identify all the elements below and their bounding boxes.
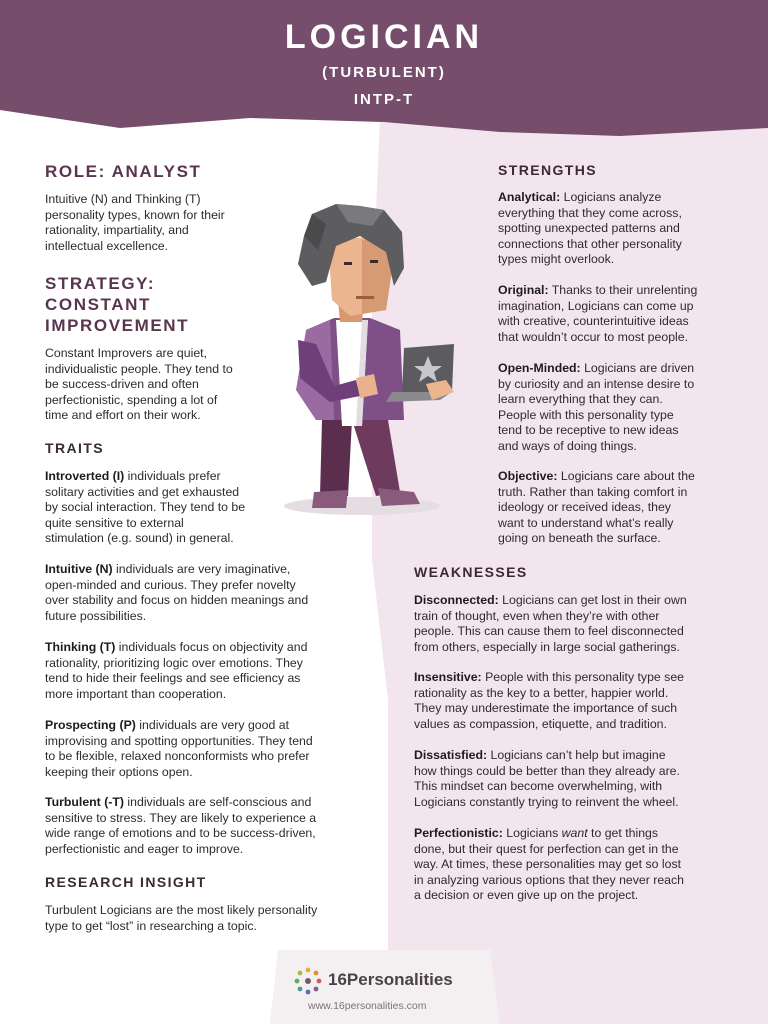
- strength-objective: Objective: Logicians care about the truth. Rather than taking comfort in ideology or received ideas, they want to understand what’s really going on beneath the surface.: [498, 469, 695, 546]
- brand-name: 16Personalities: [328, 970, 453, 989]
- brand-url[interactable]: www.16personalities.com: [308, 1000, 427, 1012]
- page-title: LOGICIAN: [284, 18, 484, 56]
- research-insight-text: Turbulent Logicians are the most likely personality type to get “lost” in researching a topic.: [45, 903, 318, 933]
- personality-code: INTP-T: [353, 91, 415, 108]
- strength-original: Original: Thanks to their unrelenting imagination, Logicians can come up with creative, counterintuitive ideas that wouldn’t occur to most people.: [498, 283, 698, 344]
- trait-prospecting: Prospecting (P) individuals are very good at improvising and spotting opportunities. They tend to be flexible, relaxed nonconformists who prefer keeping their options open.: [45, 718, 313, 779]
- weakness-dissatisfied: Dissatisfied: Logicians can’t help but imagine how things could be better than they already are. This mindset can become overwhelming, with Logicians constantly trying to reinvent the wheel.: [414, 748, 680, 809]
- role-heading: ROLE: ANALYST: [45, 162, 202, 181]
- strategy-heading: STRATEGY: CONSTANT IMPROVEMENT: [45, 274, 190, 335]
- trait-introverted: Introverted (I) individuals prefer solitary activities and get exhausted by social interaction. They tend to be quite sensitive to external stimulation (e.g. sound) in general.: [45, 469, 246, 546]
- weakness-insensitive: Insensitive: People with this personality type see rationality as the key to a better, happier world. They may underestimate the importance of such values as compassion, etiquette, and tradition.: [414, 670, 685, 731]
- weakness-disconnected: Disconnected: Logicians can get lost in their own train of thought, even when they’re with other people. This can cause them to feel disconnected from others, especially in large social gatherings.: [414, 593, 687, 654]
- strategy-text: Constant Improvers are quiet, individualistic people. They tend to be success-driven and often perfectionistic, spending a lot of time and effort on their work.: [45, 346, 233, 423]
- strengths-heading: STRENGTHS: [498, 162, 597, 178]
- brand-logo-icon: [290, 966, 326, 996]
- trait-intuitive: Intuitive (N) individuals are very imaginative, open-minded and curious. They prefer novelty over stability and focus on hidden meanings and future possibilities.: [45, 562, 309, 623]
- weaknesses-heading: WEAKNESSES: [414, 564, 528, 580]
- weakness-perfectionistic: Perfectionistic: Logicians want to get things done, but their quest for perfection can get in the way. At times, these personalities may get so lost in analyzing various options that they never reach a decision or even give up on the project.: [414, 826, 685, 903]
- strength-analytical: Analytical: Logicians analyze everything that they come across, spotting unexpected patterns and connections that other personality types might overlook.: [498, 190, 682, 267]
- page-subtitle: (TURBULENT): [322, 64, 446, 81]
- role-text: Intuitive (N) and Thinking (T) personality types, known for their rationality, impartiality, and intellectual excellence.: [45, 192, 225, 253]
- strength-open-minded: Open-Minded: Logicians are driven by curiosity and an intense desire to learn everything that they can. People with this personality type tend to be receptive to new ideas and ways of doing things.: [498, 361, 695, 453]
- research-insight-heading: RESEARCH INSIGHT: [45, 874, 207, 890]
- traits-heading: TRAITS: [45, 440, 104, 456]
- trait-turbulent: Turbulent (-T) individuals are self-conscious and sensitive to stress. They are likely to experience a wide range of emotions and to be success-driven, perfectionistic and eager to improve.: [45, 795, 317, 856]
- trait-thinking: Thinking (T) individuals focus on objectivity and rationality, prioritizing logic over emotions. They tend to hide their feelings and see efficiency as more important than cooperation.: [45, 640, 308, 701]
